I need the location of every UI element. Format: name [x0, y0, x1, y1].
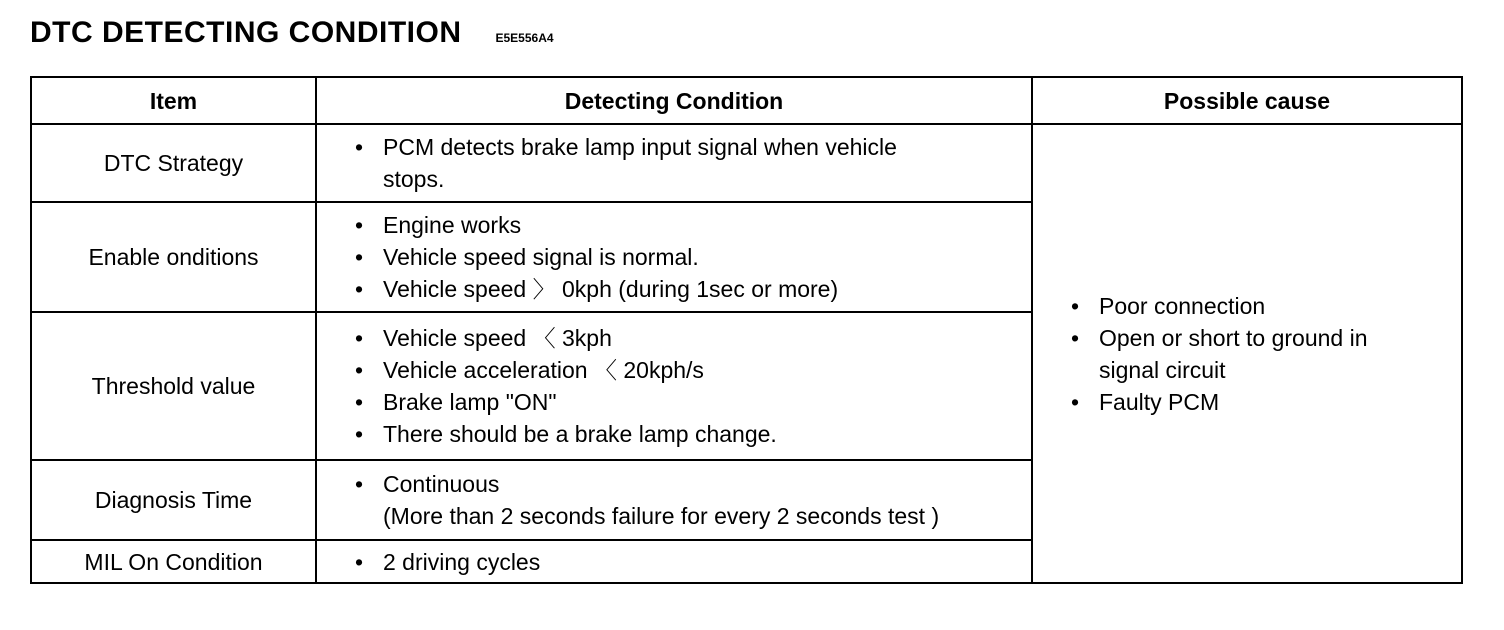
table-row	[31, 124, 1462, 202]
condition-cell-diagnosis-time	[316, 460, 1032, 540]
column-header-possible-cause: Possible cause	[1032, 77, 1462, 124]
column-header-detecting-condition: Detecting Condition	[316, 77, 1032, 124]
condition-cell-dtc-strategy	[316, 124, 1032, 202]
possible-cause-item: • Faulty PCM	[1071, 386, 1401, 418]
condition-item: • Vehicle speed 〈 3kph	[355, 322, 1031, 354]
item-cell-enable-conditions: Enable onditions	[31, 202, 316, 312]
condition-item	[355, 468, 1031, 500]
possible-cause-cell	[1032, 124, 1462, 583]
title-row	[30, 16, 554, 50]
condition-list	[355, 546, 1031, 578]
possible-cause-item: • Open or short to ground in signal circuit	[1071, 322, 1401, 386]
condition-item-text: Continuous	[383, 471, 500, 497]
condition-cell-threshold-value	[316, 312, 1032, 460]
condition-list	[355, 322, 1031, 450]
condition-list	[355, 131, 915, 195]
possible-cause-item: • Poor connection	[1071, 290, 1401, 322]
condition-item: • Vehicle speed 〉 0kph (during 1sec or more)	[355, 273, 1031, 305]
condition-item: • Brake lamp "ON"	[355, 386, 1031, 418]
condition-item: • There should be a brake lamp change.	[355, 418, 1031, 450]
item-cell-threshold-value: Threshold value	[31, 312, 316, 460]
condition-note: (More than 2 seconds failure for every 2 seconds test )	[383, 503, 940, 529]
condition-item: • 2 driving cycles	[355, 546, 1031, 578]
item-cell-mil-on-condition: MIL On Condition	[31, 540, 316, 583]
condition-list	[355, 209, 1031, 305]
condition-item: • Vehicle acceleration 〈 20kph/s	[355, 354, 1031, 386]
column-header-item: Item	[31, 77, 316, 124]
condition-list	[355, 468, 1031, 500]
page-title: DTC DETECTING CONDITION	[30, 16, 462, 49]
dtc-condition-table	[30, 76, 1463, 584]
condition-cell-mil-on-condition	[316, 540, 1032, 583]
condition-item: • Engine works	[355, 209, 1031, 241]
condition-item: • Vehicle speed signal is normal.	[355, 241, 1031, 273]
condition-item: • PCM detects brake lamp input signal when vehicle stops.	[355, 131, 915, 195]
condition-cell-enable-conditions	[316, 202, 1032, 312]
item-cell-diagnosis-time: Diagnosis Time	[31, 460, 316, 540]
possible-cause-list	[1071, 290, 1401, 418]
document-code: E5E556A4	[495, 31, 554, 45]
item-cell-dtc-strategy: DTC Strategy	[31, 124, 316, 202]
table-header-row	[31, 77, 1462, 124]
